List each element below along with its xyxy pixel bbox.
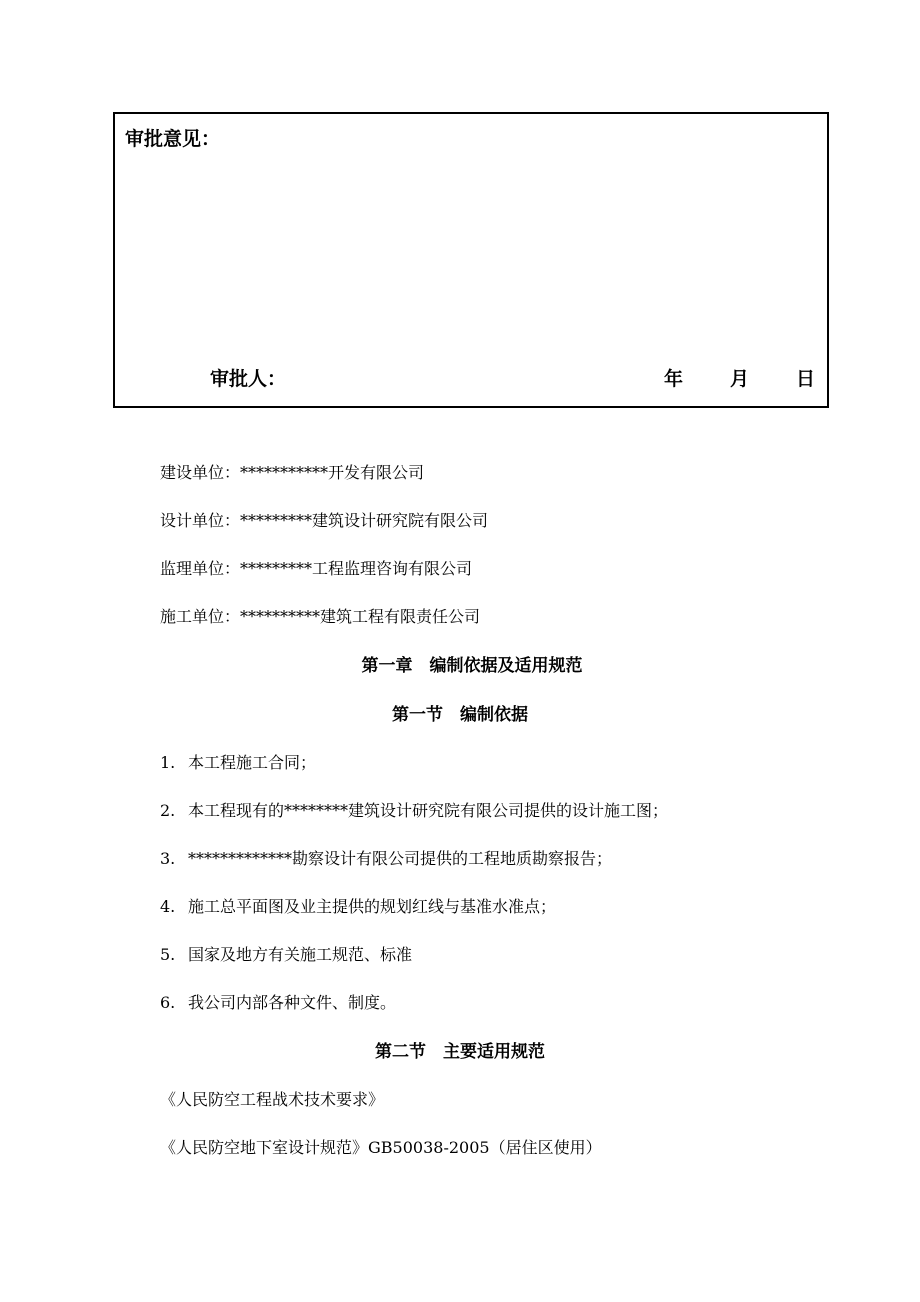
chapter-title: 第一章 编制依据及适用规范: [361, 656, 583, 676]
list-item-number: 2.: [160, 801, 176, 820]
list-item-text: 本工程现有的********建筑设计研究院有限公司提供的设计施工图；: [188, 801, 669, 820]
unit-construction: [160, 462, 424, 484]
unit-contractor: [160, 606, 480, 628]
list-item: [160, 751, 316, 775]
list-item: [160, 799, 668, 823]
unit-value: *********工程监理咨询有限公司: [240, 559, 473, 578]
unit-design: [160, 510, 488, 532]
approver-label: 审批人：: [210, 368, 287, 390]
unit-label: 建设单位：: [160, 463, 241, 482]
list-item-text: 本工程施工合同；: [188, 753, 317, 772]
unit-label: 监理单位：: [160, 559, 241, 578]
list-item-text: 国家及地方有关施工规范、标准: [188, 945, 413, 964]
standard-item: 《人民防空地下室设计规范》GB50038-2005（居住区使用）: [160, 1138, 602, 1157]
unit-supervision: [160, 558, 472, 580]
list-item-number: 6.: [160, 993, 176, 1012]
section-title-standards: 第二节 主要适用规范: [375, 1042, 545, 1062]
list-item-number: 5.: [160, 945, 176, 964]
list-item: [160, 895, 556, 919]
list-item: [160, 943, 412, 967]
list-item-text: 施工总平面图及业主提供的规划红线与基准水准点；: [188, 897, 557, 916]
unit-label: 设计单位：: [160, 511, 241, 530]
list-item-number: 1.: [160, 753, 176, 772]
date-month-label: 月: [730, 368, 750, 390]
list-item-text: *************勘察设计有限公司提供的工程地质勘察报告；: [188, 849, 613, 868]
unit-value: ***********开发有限公司: [240, 463, 425, 482]
list-item: [160, 847, 612, 871]
date-year-label: 年: [664, 368, 684, 390]
section-title-basis: 第一节 编制依据: [392, 705, 528, 725]
unit-label: 施工单位：: [160, 607, 241, 626]
standard-item: 《人民防空工程战术技术要求》: [160, 1090, 385, 1109]
list-item: [160, 991, 396, 1015]
unit-value: **********建筑工程有限责任公司: [240, 607, 481, 626]
approval-box: [113, 112, 829, 408]
approval-heading: 审批意见：: [125, 128, 221, 150]
list-item-number: 3.: [160, 849, 176, 868]
list-item-number: 4.: [160, 897, 176, 916]
list-item-text: 我公司内部各种文件、制度。: [188, 993, 397, 1012]
unit-value: *********建筑设计研究院有限公司: [240, 511, 489, 530]
date-day-label: 日: [796, 368, 816, 390]
